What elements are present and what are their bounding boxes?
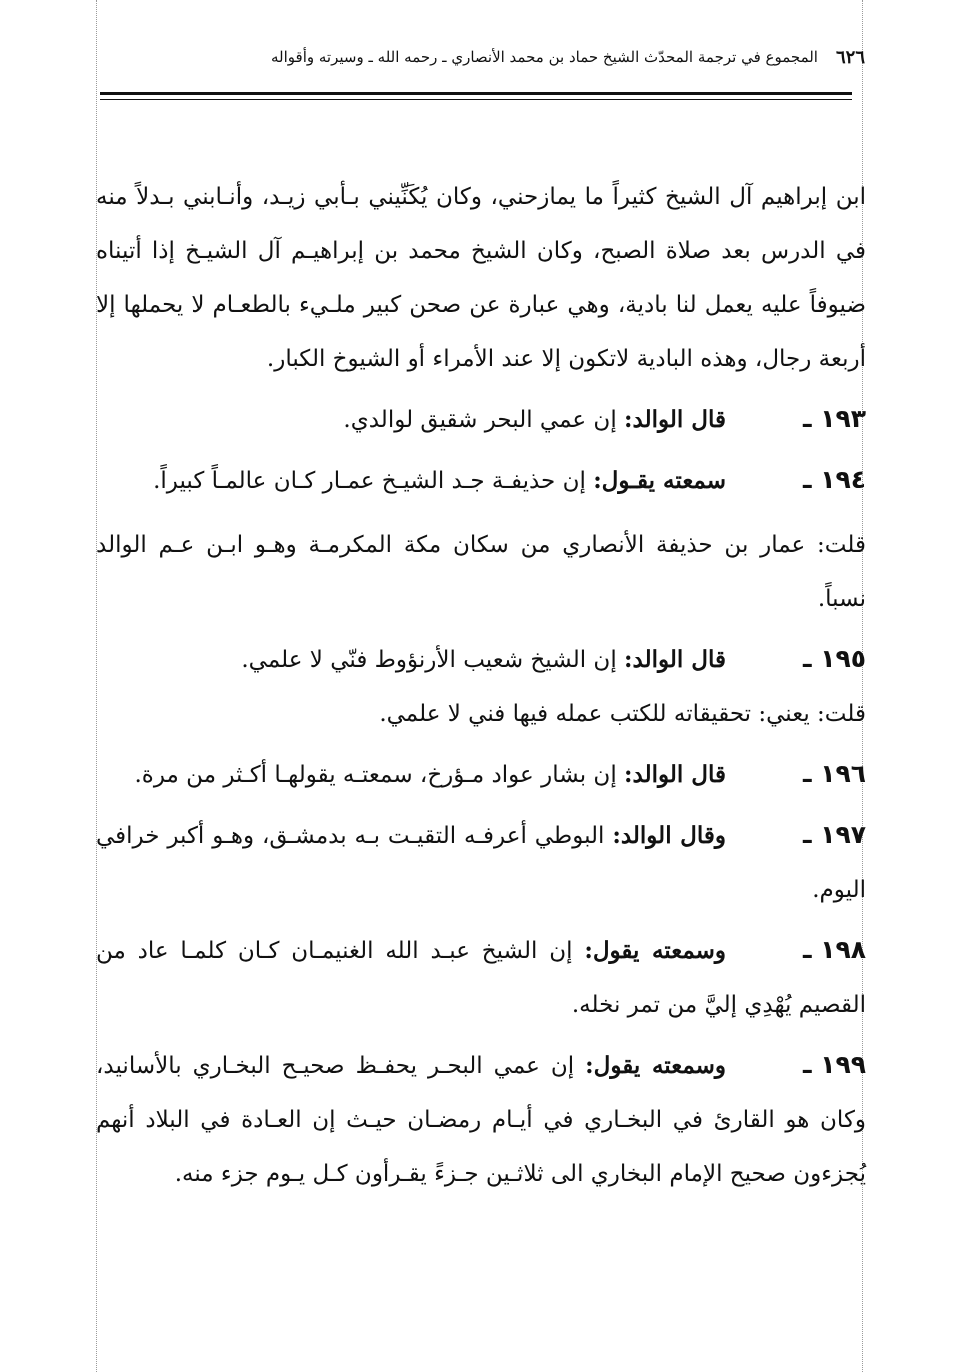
item-text: إن حذيفـة جـد الشيـخ عمـار كـان عالمـاً كبيراً. bbox=[153, 468, 594, 494]
item-lead: سمعته يقـول: bbox=[593, 467, 726, 494]
item-text: إن الشيخ شعيب الأرنؤوط فنّي لا علمي. bbox=[241, 647, 625, 673]
item-195 bbox=[96, 632, 866, 687]
running-header bbox=[190, 40, 865, 74]
intro-paragraph: ابن إبراهيم آل الشيخ كثيراً ما يمازحني، وكان يُكَنِّيني بـأبي زيـد، وأنـابني بـدلاً منه في الدرس بعد صلاة الصبح، وكان الشيخ محمد بن إبراهيـم آل الشيـخ إذا أتيناه ضيوفاً عليه يعمل لنا بادية، وهي عبارة عن صحن كبير ملـيء بالطعـام لا يحملها إلا أربعة رجال، وهذه البادية لاتكون إلا عند الأمراء أو الشيوخ الكبار. bbox=[96, 184, 866, 372]
item-193 bbox=[96, 392, 866, 447]
header-title: المجموع في ترجمة المحدّث الشيخ حماد بن محمد الأنصاري ـ رحمه الله ـ وسيرته وأقواله bbox=[271, 48, 818, 66]
item-199 bbox=[96, 1038, 866, 1201]
item-lead: قال الوالد: bbox=[624, 646, 726, 673]
header-rule-thick bbox=[100, 92, 852, 95]
note-paragraph: قلت: عمار بن حذيفة الأنصاري من سكان مكة المكرمـة وهـو ابـن عـم الوالد نسباً. bbox=[96, 532, 866, 612]
item-number: ١٩٣ ـ bbox=[802, 404, 866, 433]
item-text: إن عمي البحـر يحفـظ صحيـح البخـاري بالأسانيد، وكان هو القارئ في البخـاري في أيـام رمضـان حيـث إن العـادة في البلاد أنهم يُجزءون صحيح الإمام البخاري الى ثلاثـين جـزءً يقـرأون كـل يـوم جزء منه. bbox=[96, 1053, 866, 1187]
body-text bbox=[96, 170, 866, 1201]
item-lead: قال الوالد: bbox=[624, 406, 726, 433]
item-text: إن عمي البحر شقيق لوالدي. bbox=[343, 407, 625, 433]
item-194 bbox=[96, 453, 866, 508]
item-number: ١٩٥ ـ bbox=[802, 644, 866, 673]
page-number: ٦٢٦ bbox=[835, 46, 865, 68]
item-198 bbox=[96, 923, 866, 1032]
item-lead: وقال الوالد: bbox=[612, 822, 726, 849]
item-lead: وسمعته يقول: bbox=[585, 1052, 726, 1079]
note-paragraph: قلت: يعني: تحقيقاته للكتب عمله فيها فني لا علمي. bbox=[379, 701, 866, 727]
item-number: ١٩٧ ـ bbox=[802, 820, 866, 849]
item-text: البوطي أعرفـه التقيـت بـه بدمشـق، وهـو أكبر خرافي اليوم. bbox=[96, 823, 866, 903]
item-text: إن الشيخ عبـد الله الغنيمـان كـان كلمـا عاد من القصيم يُهْدِي إليَّ من تمر نخله. bbox=[96, 938, 866, 1018]
item-lead: قال الوالد: bbox=[624, 761, 726, 788]
item-text: إن بشار عواد مـؤرخ، سمعتـه يقولهـا أكـثر من مرة. bbox=[134, 762, 625, 788]
item-number: ١٩٩ ـ bbox=[802, 1050, 866, 1079]
item-197 bbox=[96, 808, 866, 917]
item-number: ١٩٤ ـ bbox=[802, 465, 866, 494]
item-lead: وسمعته يقول: bbox=[584, 937, 727, 964]
item-number: ١٩٨ ـ bbox=[802, 935, 867, 964]
header-rule-thin bbox=[100, 99, 852, 100]
item-196 bbox=[96, 747, 866, 802]
item-number: ١٩٦ ـ bbox=[802, 759, 866, 788]
